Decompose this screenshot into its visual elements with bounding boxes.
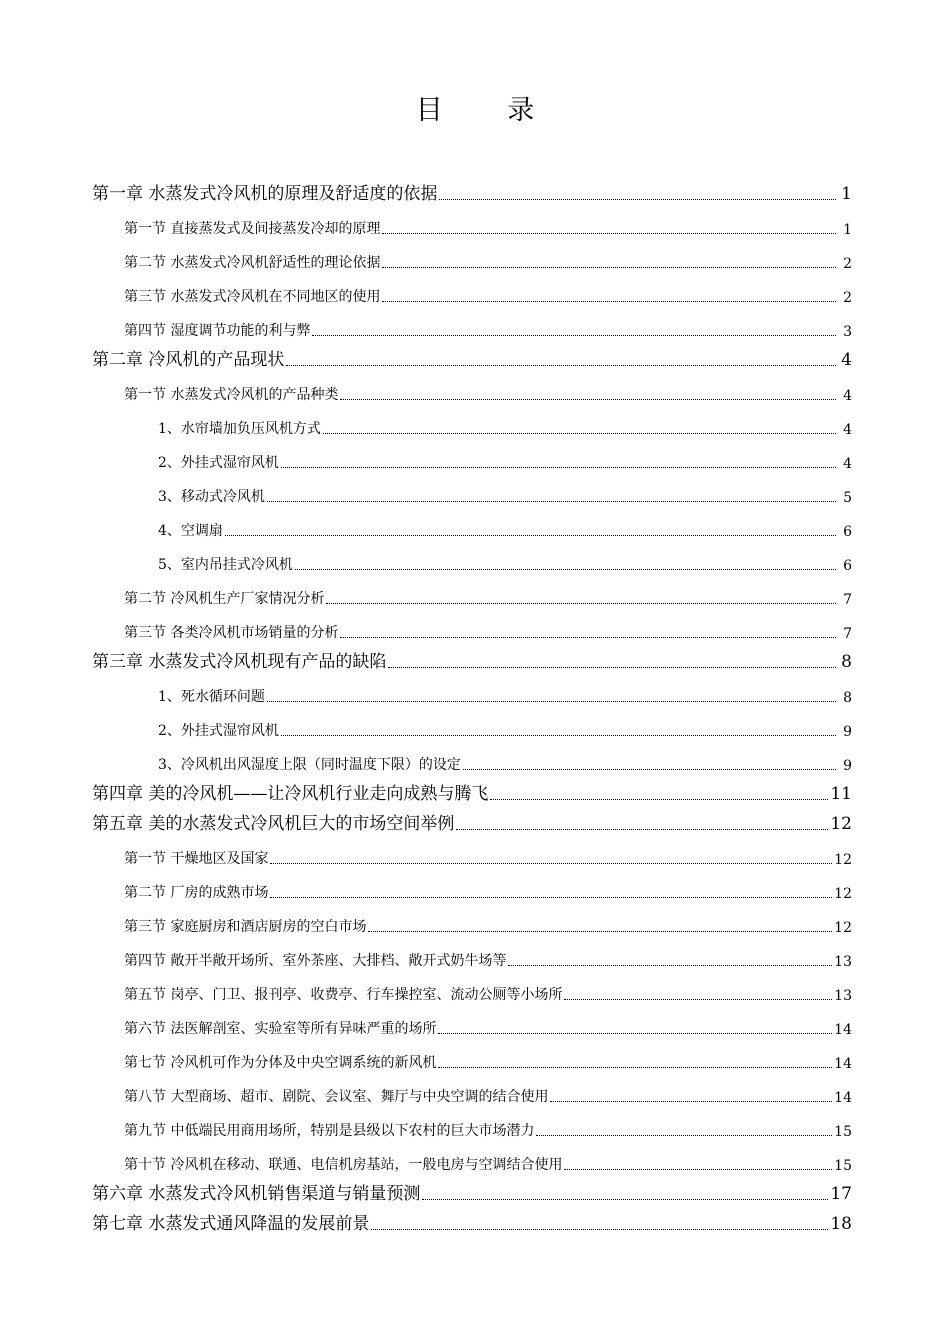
toc-section-entry[interactable] — [92, 204, 852, 238]
toc-subsection-entry[interactable] — [92, 438, 852, 472]
dot-leader — [438, 1066, 832, 1068]
toc-page-number: 1 — [843, 222, 852, 238]
toc-entry-label: 第一节 直接蒸发式及间接蒸发冷却的原理 — [124, 221, 381, 237]
toc-section-entry[interactable] — [92, 970, 852, 1004]
toc-section-entry[interactable] — [92, 1004, 852, 1038]
toc-page-number: 8 — [843, 690, 852, 706]
dot-leader — [286, 364, 836, 366]
toc-entry-label: 第三节 各类冷风机市场销量的分析 — [124, 625, 339, 641]
dot-leader — [382, 266, 836, 268]
toc-subsection-entry[interactable] — [92, 706, 852, 740]
dot-leader — [281, 734, 836, 736]
dot-leader — [439, 198, 836, 200]
toc-page-number: 7 — [843, 626, 852, 642]
toc-entry-label: 第六节 法医解剖室、实验室等所有异味严重的场所 — [124, 1021, 437, 1037]
dot-leader — [340, 398, 836, 400]
page-title: 目 录 — [415, 95, 563, 126]
toc-page-number: 12 — [834, 920, 852, 936]
toc-page-number: 4 — [843, 456, 852, 472]
toc-page-number: 15 — [834, 1124, 852, 1140]
toc-entry-label: 第二节 冷风机生产厂家情况分析 — [124, 591, 325, 607]
dot-leader — [388, 666, 836, 668]
toc-page-number: 14 — [834, 1022, 852, 1038]
toc-page-number: 2 — [843, 256, 852, 272]
toc-entry-label: 第四节 湿度调节功能的利与弊 — [124, 323, 311, 339]
toc-page-number: 2 — [843, 290, 852, 306]
toc-entry-label: 第二节 水蒸发式冷风机舒适性的理论依据 — [124, 255, 381, 271]
toc-page-number: 9 — [843, 724, 852, 740]
toc-page-number: 17 — [830, 1184, 852, 1204]
toc-section-entry[interactable] — [92, 608, 852, 642]
toc-entry-label: 2、外挂式湿帘风机 — [158, 455, 279, 471]
toc-page-number: 5 — [843, 490, 852, 506]
toc-section-entry[interactable] — [92, 370, 852, 404]
dot-leader — [312, 334, 836, 336]
toc-entry-label: 第四章 美的冷风机——让冷风机行业走向成熟与腾飞 — [92, 784, 489, 804]
toc-page-number: 12 — [834, 852, 852, 868]
dot-leader — [340, 636, 836, 638]
toc-page-number: 6 — [843, 558, 852, 574]
toc-section-entry[interactable] — [92, 238, 852, 272]
toc-entry-label: 第七章 水蒸发式通风降温的发展前景 — [92, 1214, 370, 1234]
dot-leader — [281, 466, 836, 468]
dot-leader — [368, 930, 832, 932]
toc-section-entry[interactable] — [92, 868, 852, 902]
dot-leader — [490, 798, 828, 800]
dot-leader — [295, 568, 836, 570]
toc-entry-label: 4、空调扇 — [158, 523, 223, 539]
dot-leader — [422, 1198, 828, 1200]
toc-page-number: 3 — [843, 324, 852, 340]
toc-chapter-entry[interactable] — [92, 1204, 852, 1234]
toc-section-entry[interactable] — [92, 574, 852, 608]
toc-page-number: 4 — [841, 350, 852, 370]
toc-section-entry[interactable] — [92, 936, 852, 970]
dot-leader — [371, 1228, 828, 1230]
toc-entry-label: 第二节 厂房的成熟市场 — [124, 885, 269, 901]
toc-entry-label: 第三节 水蒸发式冷风机在不同地区的使用 — [124, 289, 381, 305]
toc-section-entry[interactable] — [92, 834, 852, 868]
toc-entry-label: 第五节 岗亭、门卫、报刊亭、收费亭、行车操控室、流动公厕等小场所 — [124, 987, 563, 1003]
toc-page-number: 7 — [843, 592, 852, 608]
toc-page-number: 14 — [834, 1090, 852, 1106]
toc-page-number: 12 — [830, 814, 852, 834]
dot-leader — [225, 534, 836, 536]
toc-page-number: 12 — [834, 886, 852, 902]
toc-page-number: 4 — [843, 388, 852, 404]
toc-chapter-entry[interactable] — [92, 804, 852, 834]
toc-page-number: 4 — [843, 422, 852, 438]
dot-leader — [267, 700, 836, 702]
toc-entry-label: 第三节 家庭厨房和酒店厨房的空白市场 — [124, 919, 367, 935]
toc-subsection-entry[interactable] — [92, 672, 852, 706]
dot-leader — [536, 1134, 832, 1136]
toc-page-number: 13 — [834, 954, 852, 970]
dot-leader — [382, 300, 836, 302]
toc-entry-label: 第一节 水蒸发式冷风机的产品种类 — [124, 387, 339, 403]
toc-entry-label: 2、外挂式湿帘风机 — [158, 723, 279, 739]
toc-entry-label: 第一节 干燥地区及国家 — [124, 851, 269, 867]
toc-entry-label: 第十节 冷风机在移动、联通、电信机房基站，一般电房与空调结合使用 — [124, 1157, 563, 1173]
dot-leader — [270, 896, 832, 898]
toc-entry-label: 1、死水循环问题 — [158, 689, 265, 705]
toc-section-entry[interactable] — [92, 1038, 852, 1072]
toc-entry-label: 5、室内吊挂式冷风机 — [158, 557, 293, 573]
toc-chapter-entry[interactable] — [92, 774, 852, 804]
toc-page-number: 18 — [830, 1214, 852, 1234]
dot-leader — [270, 862, 832, 864]
toc-subsection-entry[interactable] — [92, 540, 852, 574]
toc-section-entry[interactable] — [92, 1140, 852, 1174]
toc-entry-label: 第五章 美的水蒸发式冷风机巨大的市场空间举例 — [92, 814, 455, 834]
toc-entry-label: 第四节 敞开半敞开场所、室外茶座、大排档、敞开式奶牛场等 — [124, 953, 507, 969]
dot-leader — [382, 232, 836, 234]
toc-entry-label: 3、移动式冷风机 — [158, 489, 265, 505]
dot-leader — [463, 768, 836, 770]
dot-leader — [456, 828, 828, 830]
dot-leader — [267, 500, 836, 502]
dot-leader — [508, 964, 832, 966]
toc-section-entry[interactable] — [92, 1106, 852, 1140]
toc-page-number: 14 — [834, 1056, 852, 1072]
toc-page-number: 9 — [843, 758, 852, 774]
toc-page-number: 15 — [834, 1158, 852, 1174]
toc-chapter-entry[interactable] — [92, 174, 852, 204]
toc-page-number: 6 — [843, 524, 852, 540]
toc-page-number: 1 — [841, 184, 852, 204]
dot-leader — [564, 1168, 832, 1170]
toc-chapter-entry[interactable] — [92, 642, 852, 672]
toc-entry-label: 第二章 冷风机的产品现状 — [92, 350, 285, 370]
dot-leader — [438, 1032, 832, 1034]
toc-section-entry[interactable] — [92, 902, 852, 936]
dot-leader — [326, 602, 836, 604]
toc-section-entry[interactable] — [92, 306, 852, 340]
toc-subsection-entry[interactable] — [92, 506, 852, 540]
toc-entry-label: 1、水帘墙加负压风机方式 — [158, 421, 321, 437]
toc-section-entry[interactable] — [92, 272, 852, 306]
toc-entry-label: 第九节 中低端民用商用场所，特别是县级以下农村的巨大市场潜力 — [124, 1123, 535, 1139]
toc-entry-label: 第六章 水蒸发式冷风机销售渠道与销量预测 — [92, 1184, 421, 1204]
toc-entry-label: 第三章 水蒸发式冷风机现有产品的缺陷 — [92, 652, 387, 672]
toc-chapter-entry[interactable] — [92, 1174, 852, 1204]
toc-chapter-entry[interactable] — [92, 340, 852, 370]
toc-entry-label: 第七节 冷风机可作为分体及中央空调系统的新风机 — [124, 1055, 437, 1071]
dot-leader — [323, 432, 836, 434]
toc-subsection-entry[interactable] — [92, 740, 852, 774]
toc-page-number: 8 — [841, 652, 852, 672]
toc-subsection-entry[interactable] — [92, 404, 852, 438]
toc-entry-label: 第一章 水蒸发式冷风机的原理及舒适度的依据 — [92, 184, 438, 204]
toc-entry-label: 第八节 大型商场、超市、剧院、会议室、舞厅与中央空调的结合使用 — [124, 1089, 549, 1105]
toc-subsection-entry[interactable] — [92, 472, 852, 506]
toc-entry-label: 3、冷风机出风湿度上限（同时温度下限）的设定 — [158, 757, 461, 773]
toc-page-number: 13 — [834, 988, 852, 1004]
table-of-contents — [92, 174, 852, 1234]
dot-leader — [564, 998, 832, 1000]
dot-leader — [550, 1100, 832, 1102]
toc-page-number: 11 — [830, 784, 852, 804]
toc-section-entry[interactable] — [92, 1072, 852, 1106]
